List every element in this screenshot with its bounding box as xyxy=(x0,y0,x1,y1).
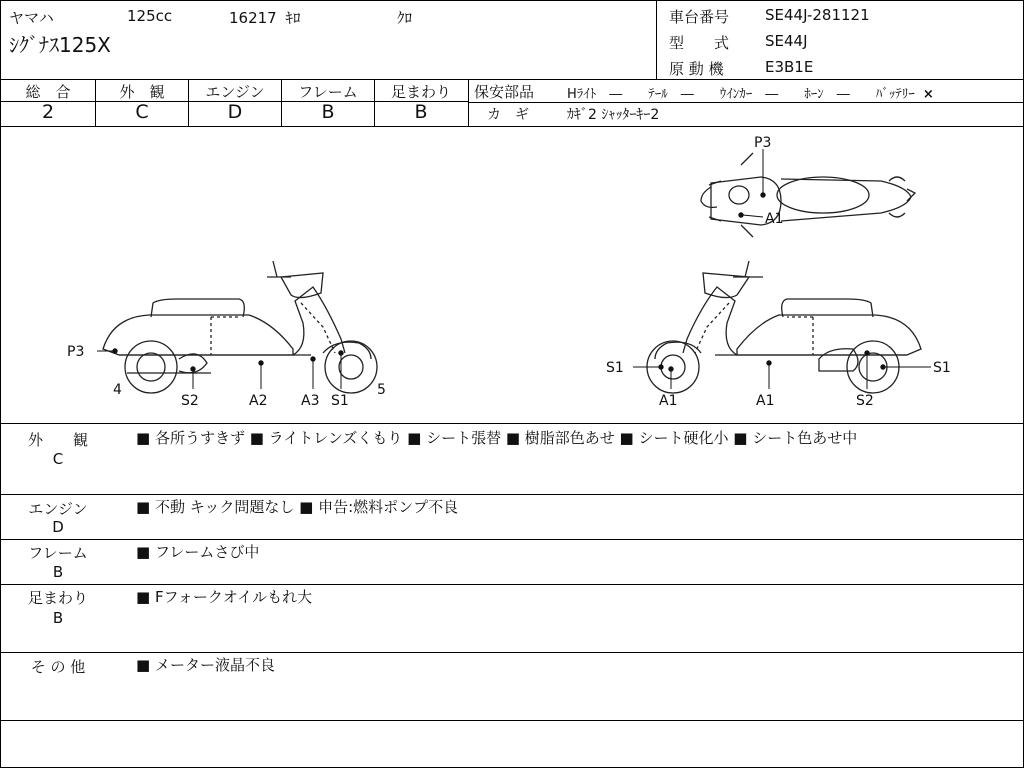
note-text-frame: ■ フレームさび中 xyxy=(136,543,260,561)
note-text-other: ■ メーター液晶不良 xyxy=(136,656,275,674)
note-section-suspension: 足まわり xyxy=(27,589,88,607)
notes-top-rule xyxy=(1,423,1023,424)
header-divider xyxy=(656,1,657,79)
grade-label-frame: フレーム xyxy=(298,83,358,101)
label-left-p3: P3 xyxy=(67,344,85,360)
mileage-group xyxy=(229,7,301,28)
engine-label: 原 動 機 xyxy=(669,60,724,78)
displacement: 125cc xyxy=(127,7,173,25)
note-section-engine: エンジン xyxy=(28,500,88,518)
type-value: SE44J xyxy=(765,32,808,50)
scooter-top-view xyxy=(701,153,915,237)
header-rule xyxy=(1,79,1023,80)
grade-label-engine: エンジン xyxy=(205,83,265,101)
note-section-other: そ の 他 xyxy=(30,658,86,676)
grade-label-exterior: 外 観 xyxy=(119,83,165,101)
label-left-s2: S2 xyxy=(181,393,199,409)
label-left-s1: S1 xyxy=(331,393,349,409)
grade-label-total: 総 合 xyxy=(25,83,71,101)
color: ｸﾛ xyxy=(397,9,413,27)
note-text-engine: ■ 不動 キック問題なし ■ 申告:燃料ポンプ不良 xyxy=(136,498,459,516)
label-left-a2: A2 xyxy=(249,393,268,409)
note-section-exterior: 外 観 xyxy=(27,431,88,449)
key-value: ｶｷﾞ2 ｼｬｯﾀｰｷｰ2 xyxy=(567,107,660,123)
grid-divider xyxy=(374,79,375,126)
grade-value-exterior: C xyxy=(135,101,149,123)
note-grade-engine: D xyxy=(52,518,64,536)
safety-items-text: Hﾗｲﾄ ― ﾃｰﾙ ― ｳｲﾝｶｰ ― ﾎｰﾝ ― ﾊﾞｯﾃﾘｰ xyxy=(567,87,915,102)
label-left-a3: A3 xyxy=(301,393,320,409)
frame-no: SE44J-281121 xyxy=(765,6,870,24)
safety-row-rule xyxy=(468,102,1023,103)
note-text-suspension: ■ Fフォークオイルもれ大 xyxy=(136,588,313,606)
label-right-a1-wheel: A1 xyxy=(659,393,678,409)
key-label: カ ギ xyxy=(487,107,529,123)
mileage: 16217 xyxy=(229,9,277,27)
grade-label-suspension: 足まわり xyxy=(390,83,451,101)
notes-bottom-rule xyxy=(1,720,1023,721)
maker: ヤマハ xyxy=(9,9,54,27)
grade-row-rule xyxy=(1,101,468,102)
damage-diagram xyxy=(1,127,1023,423)
note-grade-frame: B xyxy=(52,563,64,581)
grade-value-suspension: B xyxy=(414,101,428,123)
label-top-p3: P3 xyxy=(754,135,772,151)
note-section-frame: フレーム xyxy=(28,544,88,562)
label-top-a1: A1 xyxy=(765,211,784,227)
grid-divider xyxy=(188,79,189,126)
label-left-5: 5 xyxy=(377,382,386,398)
safety-items xyxy=(567,83,934,102)
grade-value-engine: D xyxy=(227,101,243,123)
label-right-s2: S2 xyxy=(856,393,874,409)
grid-divider xyxy=(95,79,96,126)
notes-rule xyxy=(1,584,1023,585)
type-label: 型 式 xyxy=(669,34,730,52)
model-name: ｼｸﾞﾅｽ125X xyxy=(9,33,111,57)
note-grade-suspension: B xyxy=(52,609,64,627)
engine-value: E3B1E xyxy=(765,58,814,76)
note-grade-exterior: C xyxy=(52,450,64,468)
label-right-s1-front: S1 xyxy=(606,360,624,376)
label-right-a1-body: A1 xyxy=(756,393,775,409)
notes-rule xyxy=(1,494,1023,495)
grade-value-frame: B xyxy=(321,101,335,123)
label-right-s1-rear: S1 xyxy=(933,360,951,376)
safety-label: 保安部品 xyxy=(474,83,535,101)
frame-no-label: 車台番号 xyxy=(669,8,730,26)
scooter-left-view xyxy=(103,261,377,393)
mileage-unit: ｷﾛ xyxy=(285,9,301,27)
note-text-exterior: ■ 各所うすきず ■ ライトレンズくもり ■ シート張替 ■ 樹脂部色あせ ■ シート硬化小 ■ シート色あせ中 xyxy=(136,429,858,447)
grade-value-total: 2 xyxy=(41,101,55,123)
grid-divider xyxy=(281,79,282,126)
scooter-right-view xyxy=(647,261,921,393)
notes-rule xyxy=(1,539,1023,540)
battery-mark: × xyxy=(922,87,934,102)
label-left-4: 4 xyxy=(113,382,122,398)
notes-rule xyxy=(1,652,1023,653)
